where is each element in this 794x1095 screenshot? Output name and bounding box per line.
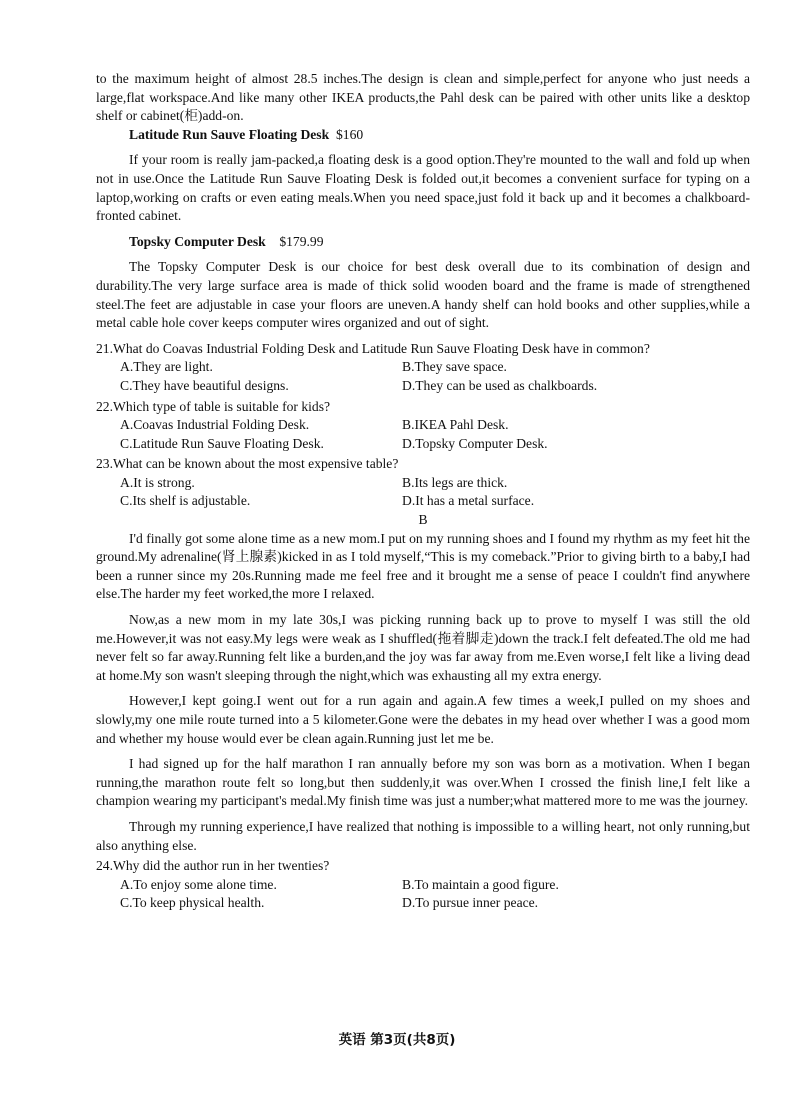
question-22 <box>96 398 750 454</box>
option-d: D.It has a metal surface. <box>402 493 535 509</box>
option-c: C.Its shelf is adjustable. <box>120 493 251 509</box>
question-23 <box>96 455 750 511</box>
desk-description-topsky: The Topsky Computer Desk is our choice for best desk overall due to its combination of design and durability.The very large surface area is made of thick solid wooden board and the frame is made of strengthened steel.The feet are adjustable in case your floors are uneven.A handy shelf can hold books and other supplies,while a metal cable hole cover keeps computer wires organized and out of sight. <box>96 259 750 331</box>
option-d: D.They can be used as chalkboards. <box>402 377 598 393</box>
section-b-label: B <box>418 512 428 528</box>
question-stem: 21.What do Coavas Industrial Folding Desk and Latitude Run Sauve Floating Desk have in common? <box>96 340 650 356</box>
option-d: D.Topsky Computer Desk. <box>402 435 548 451</box>
option-b: B.IKEA Pahl Desk. <box>402 417 509 433</box>
question-stem: 23.What can be known about the most expensive table? <box>96 456 399 472</box>
question-stem: 24.Why did the author run in her twenties? <box>96 858 330 874</box>
passage-b-paragraph-2: Now,as a new mom in my late 30s,I was picking running back up to prove to myself I was still the old me.However,it was not easy.My legs were weak as I shuffled(拖着脚走)down the track.I felt defeated.The old me had never felt so far away.Running felt like a burden,and the joy was far away from me.Even worse,I felt like a living dead at home.My son wasn't sleeping through the night,which was exhausting all my extra energy. <box>96 612 750 683</box>
option-d: D.To pursue inner peace. <box>402 895 539 911</box>
option-c: C.Latitude Run Sauve Floating Desk. <box>120 435 324 451</box>
option-b: B.To maintain a good figure. <box>402 876 559 892</box>
question-21 <box>96 340 750 396</box>
passage-b-paragraph-3: However,I kept going.I went out for a run again and again.A few times a week,I pulled on my shoes and slowly,my one mile route turned into a 5 kilometer.Gone were the debates in my head over whether I was a good mom and whether my house would ever be clean again.Running just let me be. <box>96 693 750 746</box>
desk-heading-latitude <box>96 126 750 145</box>
passage-b-paragraph-5: Through my running experience,I have realized that nothing is impossible to a willing heart, not only running,but also anything else. <box>96 818 750 853</box>
passage-b-paragraph-1: I'd finally got some alone time as a new mom.I put on my running shoes and I found my rhythm as my feet hit the ground.My adrenaline(肾上腺素)kicked in as I told myself,“This is my comeback.”Prior to giving birth to a baby,I had been a runner since my 20s.Running made me feel free and it brought me a sense of peace I couldn't find anywhere else.The harder my feet worked,the more I relaxed. <box>96 530 750 602</box>
exam-page <box>96 70 750 913</box>
option-c: C.To keep physical health. <box>120 895 265 911</box>
desk-heading-topsky <box>96 233 750 252</box>
desk-price: $160 <box>335 126 364 142</box>
option-a: A.Coavas Industrial Folding Desk. <box>120 417 310 433</box>
option-b: B.Its legs are thick. <box>402 474 508 490</box>
option-a: A.To enjoy some alone time. <box>120 876 277 892</box>
page-footer: 英语 第3页(共8页) <box>338 1032 456 1048</box>
desk-title: Latitude Run Sauve Floating Desk <box>129 126 330 142</box>
desk-price: $179.99 <box>279 233 324 249</box>
passage-b-paragraph-4: I had signed up for the half marathon I ran annually before my son was born as a motivation. When I began running,the marathon route felt so long,but then suddenly,it was over.When I crossed the finish line,I felt like a champion wearing my participant's medal.My finish time was just a number;what mattered more to me was the journey. <box>96 756 750 809</box>
option-b: B.They save space. <box>402 359 507 375</box>
question-stem: 22.Which type of table is suitable for kids? <box>96 398 331 414</box>
option-a: A.It is strong. <box>120 474 195 490</box>
option-a: A.They are light. <box>120 359 213 375</box>
desk-description-latitude: If your room is really jam-packed,a floating desk is a good option.They're mounted to the wall and fold up when not in use.Once the Latitude Run Sauve Floating Desk is folded out,it becomes a convenient surface for typing on a laptop,working on crafts or even eating meals.When you need space,just fold it back up and it becomes a chalkboard-fronted cabinet. <box>96 152 750 224</box>
passage-a-paragraph: to the maximum height of almost 28.5 inches.The design is clean and simple,perfect for anyone who just needs a large,flat workspace.And like many other IKEA products,the Pahl desk can be paired with other units like a desktop shelf or cabinet(柜)add-on. <box>96 71 750 124</box>
desk-title: Topsky Computer Desk <box>129 233 266 249</box>
option-c: C.They have beautiful designs. <box>120 377 289 393</box>
question-24 <box>96 857 750 913</box>
